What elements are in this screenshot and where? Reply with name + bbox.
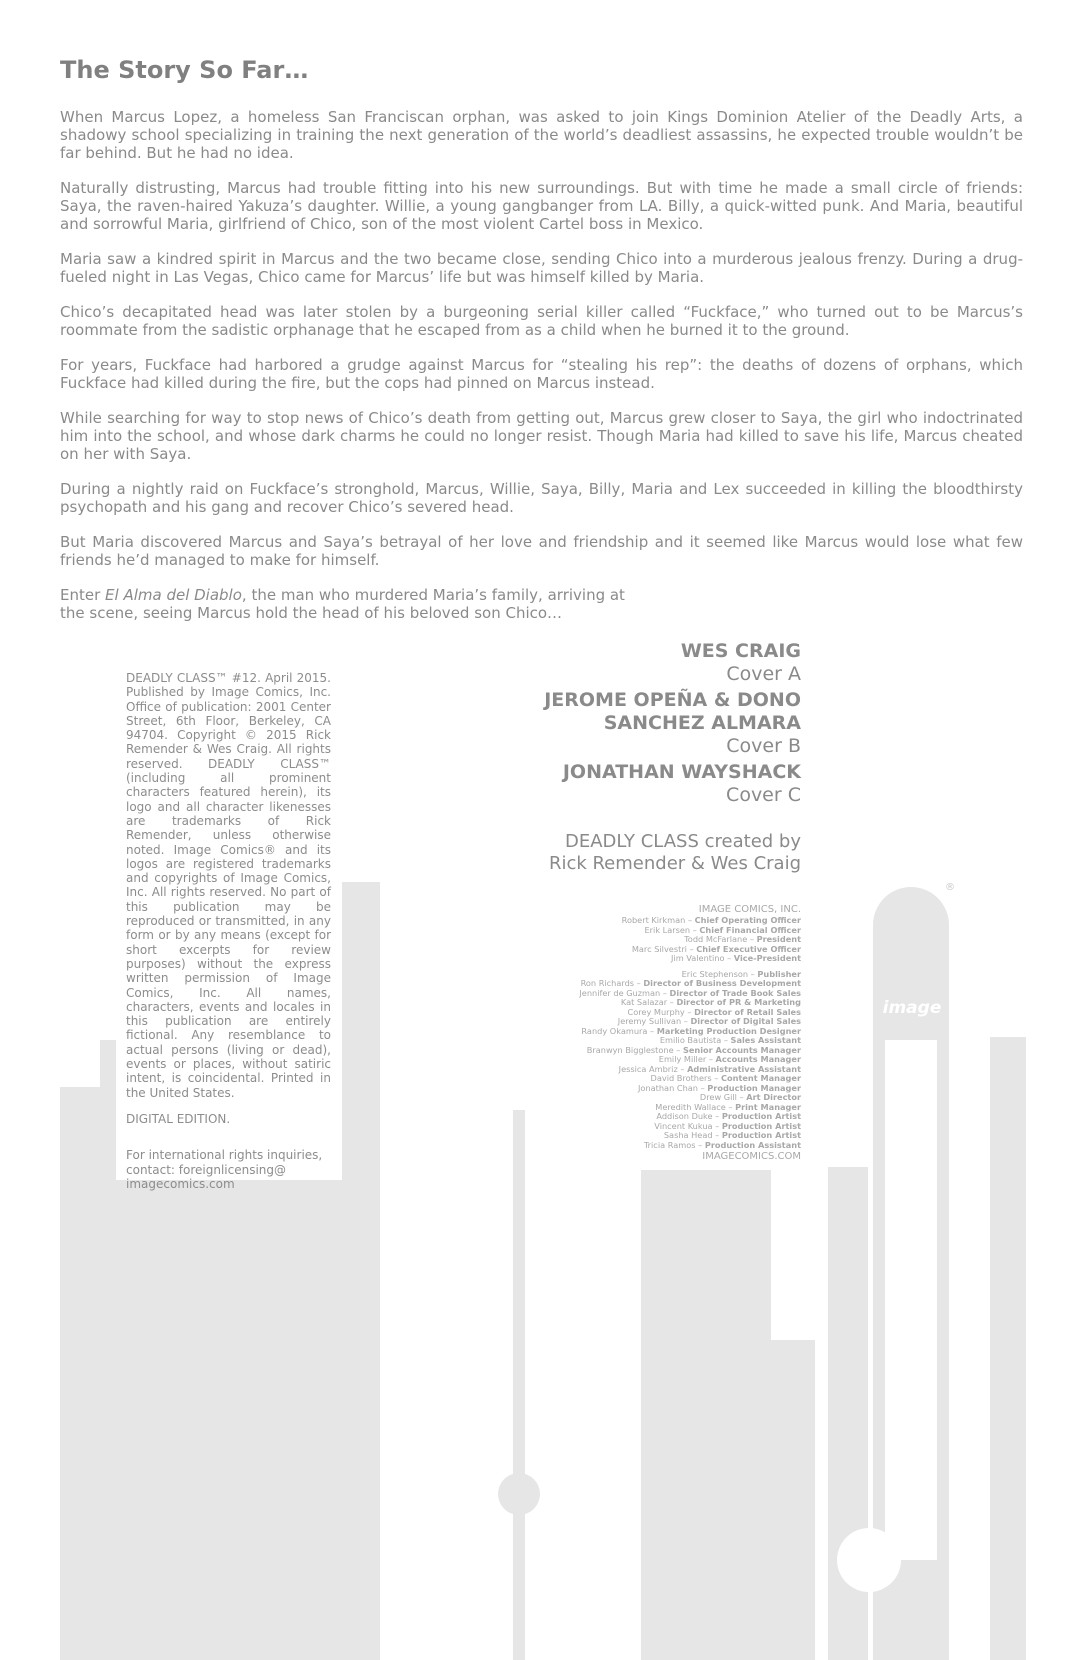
staff-row: Drew Gill – Art Director	[699, 1092, 801, 1102]
staff-list	[541, 904, 801, 1163]
story-title: The Story So Far…	[60, 56, 309, 84]
staff-name: Randy Okamura	[581, 1025, 648, 1036]
cover-artist: JONATHAN WAYSHACK	[562, 761, 801, 783]
story-paragraph: Maria saw a kindred spirit in Marcus and the two became close, sending Chico into a murderous jealous frenzy. During a drug-fueled night in Las Vegas, Chico came for Marcus’ life but was himself killed by Maria.	[60, 250, 1023, 286]
cover-label: Cover B	[726, 735, 801, 757]
staff-title: Director of Digital Sales	[690, 1016, 801, 1026]
staff-title: Art Director	[746, 1092, 801, 1102]
staff-title: Production Artist	[721, 1120, 801, 1131]
staff-row: Tricia Ramos – Production Assistant	[643, 1139, 801, 1150]
staff-title: Administrative Assistant	[687, 1063, 801, 1074]
staff-title: Chief Executive Officer	[696, 943, 801, 954]
staff-title: Vice-President	[733, 953, 801, 963]
story-final-paragraph: Enter El Alma del Diablo, the man who murdered Maria’s family, arriving at the scene, seeing Marcus hold the head of his beloved son Chico…	[60, 586, 625, 622]
staff-row: Marc Silvestri – Chief Executive Officer	[631, 943, 801, 954]
staff-name: Erik Larsen	[644, 924, 691, 935]
staff-row: Corey Murphy – Director of Retail Sales	[627, 1006, 801, 1017]
staff-row: Branwyn Bigglestone – Senior Accounts Manager	[586, 1044, 801, 1055]
staff-name: Corey Murphy	[627, 1006, 685, 1017]
cover-label: Cover C	[726, 784, 801, 806]
website-link[interactable]: IMAGECOMICS.COM	[702, 1151, 801, 1162]
staff-row: Jennifer de Guzman – Director of Trade Book Sales	[579, 987, 801, 998]
staff-row: Todd McFarlane – President	[684, 934, 801, 944]
staff-name: Emily Miller	[658, 1054, 707, 1064]
story-paragraph: Naturally distrusting, Marcus had trouble fitting into his new surroundings. But with time he made a small circle of friends: Saya, the raven-haired Yakuza’s daughter. Willie, a young gangbanger from LA. Billy, a quick-witted punk. And Maria, beautiful and sorrowful Maria, girlfriend of Chico, son of the most violent Cartel boss in Mexico.	[60, 179, 1023, 233]
staff-row: Jim Valentino – Vice-President	[671, 953, 801, 963]
staff-row: Sasha Head – Production Artist	[663, 1130, 801, 1140]
staff-title: Chief Financial Officer	[699, 924, 801, 935]
staff-name: Vincent Kukua	[654, 1120, 713, 1131]
staff-name: Todd McFarlane	[684, 934, 748, 944]
story-section	[60, 56, 1023, 639]
staff-name: Addison Duke	[656, 1111, 713, 1121]
staff-name: Emilio Bautista	[659, 1035, 722, 1045]
cover-credits	[481, 640, 801, 875]
staff-name: Tricia Ramos	[643, 1139, 696, 1150]
cover-label: Cover A	[726, 663, 801, 685]
copyright-text: DEADLY CLASS™ #12. April 2015. Published by Image Comics, Inc. Office of publication: 2001 Center Street, 6th Floor, Berkeley, CA 94704. Copyright © 2015 Rick Remender & Wes Craig. All rights reserved. DEADLY CLASS™ (including all prominent characters featured herein), its logo and all character likenesses are trademarks of Rick Remender, unless otherwise noted. Image Comics® and its logos are registered trademarks and copyrights of Image Comics, Inc. All rights reserved. No part of this publication may be reproduced or transmitted, in any form or by any means (except for short excerpts for review purposes) without the express written permission of Image Comics, Inc. All names, characters, events and locales in this publication are entirely fictional. Any resemblance to actual persons (living or dead), events or places, without satiric intent, is coincidental. Printed in the United States.	[126, 671, 331, 1100]
rights-contact: For international rights inquiries, contact: foreignlicensing@ imagecomics.com	[126, 1148, 323, 1191]
staff-title: Chief Operating Officer	[694, 915, 801, 925]
staff-row: Jeremy Sullivan – Director of Digital Sales	[617, 1016, 801, 1026]
story-paragraph: But Maria discovered Marcus and Saya’s betrayal of her love and friendship and it seemed like Marcus would lose what few friends he’d managed to make for himself.	[60, 533, 1023, 569]
story-paragraph: While searching for way to stop news of Chico’s death from getting out, Marcus grew closer to Saya, the girl who indoctrinated him into the school, and whose dark charms he could no longer resist. Though Maria had killed to save his life, Marcus cheated on her with Saya.	[60, 409, 1023, 463]
staff-row: Kat Salazar – Director of PR & Marketing	[620, 997, 801, 1007]
staff-title: Production Artist	[721, 1130, 801, 1140]
staff-name: David Brothers	[650, 1073, 712, 1083]
staff-name: Marc Silvestri	[631, 943, 687, 954]
staff-title: Publisher	[757, 968, 801, 979]
created-by: DEADLY CLASS created by Rick Remender & Wes Craig	[548, 831, 801, 874]
staff-title: Director of Retail Sales	[694, 1006, 801, 1017]
staff-title: Director of Business Development	[643, 978, 801, 988]
staff-name: Sasha Head	[663, 1130, 713, 1140]
staff-title: Production Assistant	[704, 1139, 801, 1150]
legal-notice	[126, 671, 331, 1203]
cover-artist: JEROME OPEÑA & DONO SANCHEZ ALMARA	[544, 689, 801, 734]
staff-row: Eric Stephenson – Publisher	[681, 968, 801, 979]
staff-name: Jessica Ambriz	[618, 1063, 678, 1074]
staff-row: Meredith Wallace – Print Manager	[655, 1101, 801, 1112]
staff-name: Jeremy Sullivan	[617, 1016, 682, 1026]
staff-name: Robert Kirkman	[621, 915, 686, 925]
staff-name: Jennifer de Guzman	[579, 987, 661, 998]
staff-row: Vincent Kukua – Production Artist	[654, 1120, 801, 1131]
staff-group-executives	[541, 916, 801, 964]
staff-row: Erik Larsen – Chief Financial Officer	[644, 924, 801, 935]
staff-title: Director of Trade Book Sales	[669, 987, 801, 998]
staff-row: David Brothers – Content Manager	[650, 1073, 801, 1083]
staff-title: Production Manager	[707, 1082, 801, 1093]
cover-artist: WES CRAIG	[680, 640, 801, 662]
staff-title: Director of PR & Marketing	[676, 997, 801, 1007]
staff-row: Emily Miller – Accounts Manager	[658, 1054, 801, 1064]
staff-row: Jessica Ambriz – Administrative Assistant	[618, 1063, 801, 1074]
staff-name: Jim Valentino	[671, 953, 725, 963]
staff-name: Jonathan Chan	[638, 1082, 698, 1093]
staff-title: Accounts Manager	[715, 1054, 801, 1064]
staff-name: Drew Gill	[699, 1092, 737, 1102]
story-paragraph: Chico’s decapitated head was later stolen by a burgeoning serial killer called “Fuckface,” who turned out to be Marcus’s roommate from the sadistic orphanage that he escaped from as a child when he burned it to the ground.	[60, 303, 1023, 339]
staff-title: Production Artist	[721, 1111, 801, 1121]
story-paragraph: For years, Fuckface had harbored a grudge against Marcus for “stealing his rep”: the deaths of dozens of orphans, which Fuckface had killed during the fire, but the cops had pinned on Marcus instead.	[60, 356, 1023, 392]
edition-label: DIGITAL EDITION.	[126, 1111, 231, 1126]
story-paragraph: When Marcus Lopez, a homeless San Franciscan orphan, was asked to join Kings Dominion Atelier of the Deadly Arts, a shadowy school specializing in training the next generation of the world’s deadliest assassins, he expected trouble wouldn’t be far behind. But he had no idea.	[60, 108, 1023, 162]
story-paragraph: During a nightly raid on Fuckface’s stronghold, Marcus, Willie, Saya, Billy, Maria and Lex succeeded in killing the bloodthirsty psychopath and his gang and recover Chico’s severed head.	[60, 480, 1023, 516]
staff-name: Branwyn Bigglestone	[586, 1044, 674, 1055]
staff-heading: IMAGE COMICS, INC.	[698, 904, 801, 915]
staff-name: Kat Salazar	[620, 997, 668, 1007]
staff-title: Content Manager	[720, 1073, 801, 1083]
staff-row: Emilio Bautista – Sales Assistant	[659, 1035, 801, 1045]
staff-group-staff	[541, 970, 801, 1151]
staff-title: President	[756, 934, 801, 944]
staff-title: Print Manager	[735, 1101, 801, 1112]
staff-title: Marketing Production Designer	[656, 1025, 801, 1036]
staff-row: Ron Richards – Director of Business Development	[580, 978, 801, 988]
staff-row: Randy Okamura – Marketing Production Designer	[581, 1025, 801, 1036]
villain-name: El Alma del Diablo	[105, 586, 242, 604]
registered-mark: ®	[945, 882, 955, 893]
image-logo: image	[882, 998, 942, 1018]
staff-row: Robert Kirkman – Chief Operating Officer	[621, 915, 801, 925]
staff-title: Sales Assistant	[730, 1035, 801, 1045]
staff-name: Meredith Wallace	[655, 1101, 726, 1112]
staff-name: Eric Stephenson	[681, 968, 749, 979]
staff-title: Senior Accounts Manager	[682, 1044, 801, 1055]
staff-row: Jonathan Chan – Production Manager	[638, 1082, 801, 1093]
staff-name: Ron Richards	[580, 978, 635, 988]
staff-row: Addison Duke – Production Artist	[656, 1111, 801, 1121]
